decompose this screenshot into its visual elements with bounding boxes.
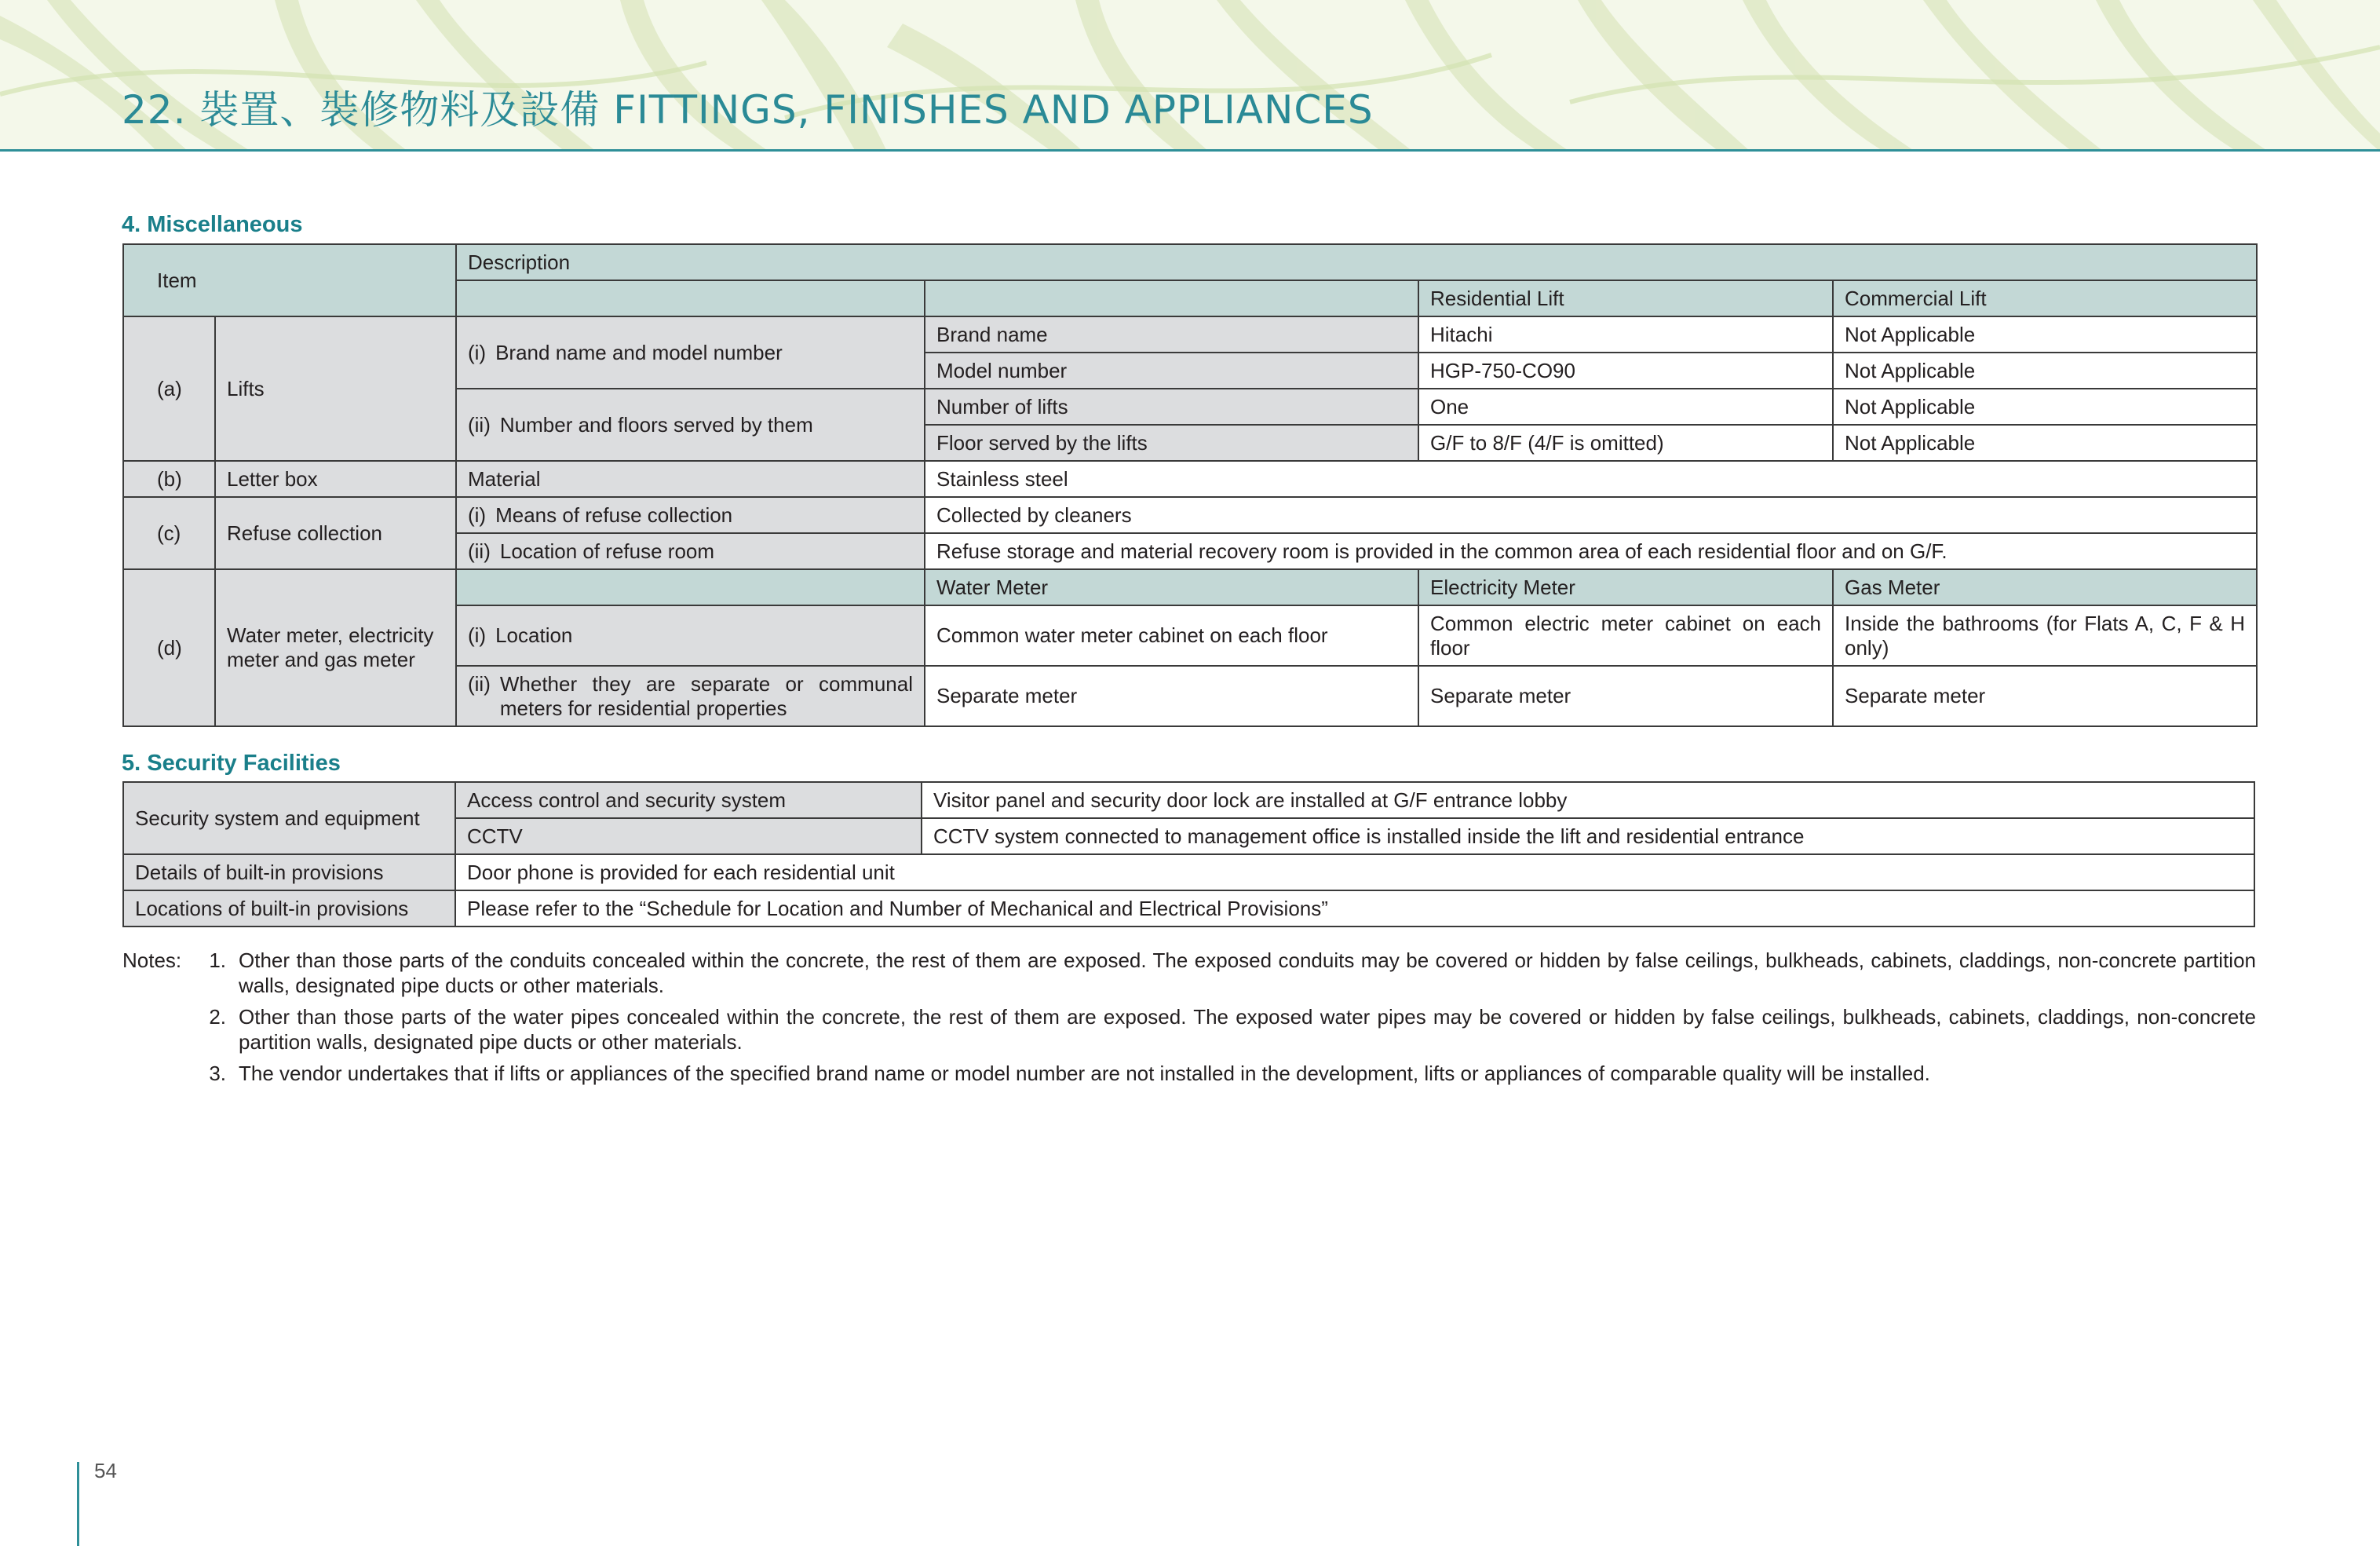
header-commercial-lift: Commercial Lift <box>1833 280 2257 316</box>
item-letter-c: (c) <box>123 497 215 569</box>
note-item <box>122 948 2256 998</box>
header-gas-meter: Gas Meter <box>1833 569 2257 605</box>
built-in-details-value: Door phone is provided for each residential unit <box>455 854 2254 890</box>
built-in-locations-value: Please refer to the “Schedule for Location and Number of Mechanical and Electrical Provisions” <box>455 890 2254 927</box>
note-number: 2. <box>209 1005 226 1029</box>
subitem-label: Whether they are separate or communal meters for residential properties <box>499 671 913 720</box>
built-in-details-label: Details of built-in provisions <box>123 854 455 890</box>
header-blank <box>456 280 925 316</box>
refuse-location-value: Refuse storage and material recovery room is provided in the common area of each residential floor and on G/F. <box>925 533 2257 569</box>
lift-commercial-value: Not Applicable <box>1833 389 2257 425</box>
lift-residential-value: HGP-750-CO90 <box>1418 353 1833 389</box>
note-text: The vendor undertakes that if lifts or appliances of the specified brand name or model number are not installed in the development, lifts or appliances of comparable quality will be installed. <box>239 1062 1930 1085</box>
security-table <box>122 781 2255 927</box>
access-control-label: Access control and security system <box>455 782 922 818</box>
note-number: 3. <box>209 1062 226 1085</box>
header-blank <box>925 280 1418 316</box>
item-letter-b: (b) <box>123 461 215 497</box>
subitem-number: (ii) <box>468 412 491 437</box>
lift-residential-value: G/F to 8/F (4/F is omitted) <box>1418 425 1833 461</box>
page-title: 22. 裝置、裝修物料及設備 FITTINGS, FINISHES AND APPLIANCES <box>122 87 1374 133</box>
subitem-number: (i) <box>468 623 487 647</box>
page-number: 54 <box>94 1459 117 1482</box>
gas-meter-type: Separate meter <box>1833 666 2257 726</box>
item-name-letter-box: Letter box <box>215 461 456 497</box>
lift-row-label: Model number <box>925 353 1418 389</box>
lift-commercial-value: Not Applicable <box>1833 425 2257 461</box>
page-header <box>0 0 2380 152</box>
electricity-meter-type: Separate meter <box>1418 666 1833 726</box>
cctv-value: CCTV system connected to management office is installed inside the lift and residential entrance <box>922 818 2254 854</box>
letter-box-label: Material <box>456 461 925 497</box>
note-text: Other than those parts of the conduits concealed within the concrete, the rest of them are exposed. The exposed conduits may be covered or hidden by false ceilings, bulkheads, cabinets, claddings, non-concrete partition walls, designated pipe ducts or other materials. <box>239 948 2256 997</box>
subitem-number: (ii) <box>468 539 491 563</box>
meter-subitem-ii <box>456 666 925 726</box>
subitem-number: (i) <box>468 503 487 527</box>
header-description: Description <box>456 244 2257 280</box>
built-in-locations-label: Locations of built-in provisions <box>123 890 455 927</box>
refuse-means-value: Collected by cleaners <box>925 497 2257 533</box>
meter-subitem-i <box>456 605 925 666</box>
header-item: Item <box>123 244 456 316</box>
letter-box-value: Stainless steel <box>925 461 2257 497</box>
lift-row-label: Brand name <box>925 316 1418 353</box>
access-control-value: Visitor panel and security door lock are installed at G/F entrance lobby <box>922 782 2254 818</box>
lift-row-label: Number of lifts <box>925 389 1418 425</box>
section-heading-security: 5. Security Facilities <box>122 751 341 776</box>
section-heading-miscellaneous: 4. Miscellaneous <box>122 212 303 237</box>
header-electricity-meter: Electricity Meter <box>1418 569 1833 605</box>
water-meter-location: Common water meter cabinet on each floor <box>925 605 1418 666</box>
item-name-meters: Water meter, electricity meter and gas meter <box>215 569 456 726</box>
water-meter-type: Separate meter <box>925 666 1418 726</box>
subitem-label: Means of refuse collection <box>495 503 733 527</box>
security-system-label: Security system and equipment <box>123 782 455 854</box>
gas-meter-location: Inside the bathrooms (for Flats A, C, F & H only) <box>1833 605 2257 666</box>
cctv-label: CCTV <box>455 818 922 854</box>
notes <box>122 948 2256 1092</box>
lift-commercial-value: Not Applicable <box>1833 353 2257 389</box>
item-name-refuse-collection: Refuse collection <box>215 497 456 569</box>
item-letter-a: (a) <box>123 316 215 461</box>
page-number-rule <box>77 1462 79 1546</box>
subitem-label: Location of refuse room <box>499 539 715 563</box>
miscellaneous-table <box>122 243 2258 727</box>
subitem-label: Number and floors served by them <box>499 412 813 437</box>
electricity-meter-location: Common electric meter cabinet on each floor <box>1418 605 1833 666</box>
note-item <box>122 1004 2256 1054</box>
lift-subitem-ii <box>456 389 925 461</box>
refuse-subitem-i <box>456 497 925 533</box>
note-text: Other than those parts of the water pipes concealed within the concrete, the rest of them are exposed. The exposed water pipes may be covered or hidden by false ceilings, bulkheads, cabinets, claddings, non-concrete partition walls, designated pipe ducts or other materials. <box>239 1005 2256 1054</box>
header-water-meter: Water Meter <box>925 569 1418 605</box>
notes-lead: Notes: <box>122 948 182 972</box>
header-residential-lift: Residential Lift <box>1418 280 1833 316</box>
subitem-number: (i) <box>468 340 487 364</box>
lift-row-label: Floor served by the lifts <box>925 425 1418 461</box>
refuse-subitem-ii <box>456 533 925 569</box>
header-rule <box>0 149 2380 152</box>
item-letter-d: (d) <box>123 569 215 726</box>
meter-header-blank <box>456 569 925 605</box>
item-name-lifts: Lifts <box>215 316 456 461</box>
note-number: 1. <box>209 948 226 972</box>
lift-subitem-i <box>456 316 925 389</box>
lift-residential-value: One <box>1418 389 1833 425</box>
note-item <box>122 1061 2256 1086</box>
subitem-label: Brand name and model number <box>495 340 783 364</box>
subitem-label: Location <box>495 623 573 647</box>
lift-commercial-value: Not Applicable <box>1833 316 2257 353</box>
subitem-number: (ii) <box>468 671 491 696</box>
lift-residential-value: Hitachi <box>1418 316 1833 353</box>
